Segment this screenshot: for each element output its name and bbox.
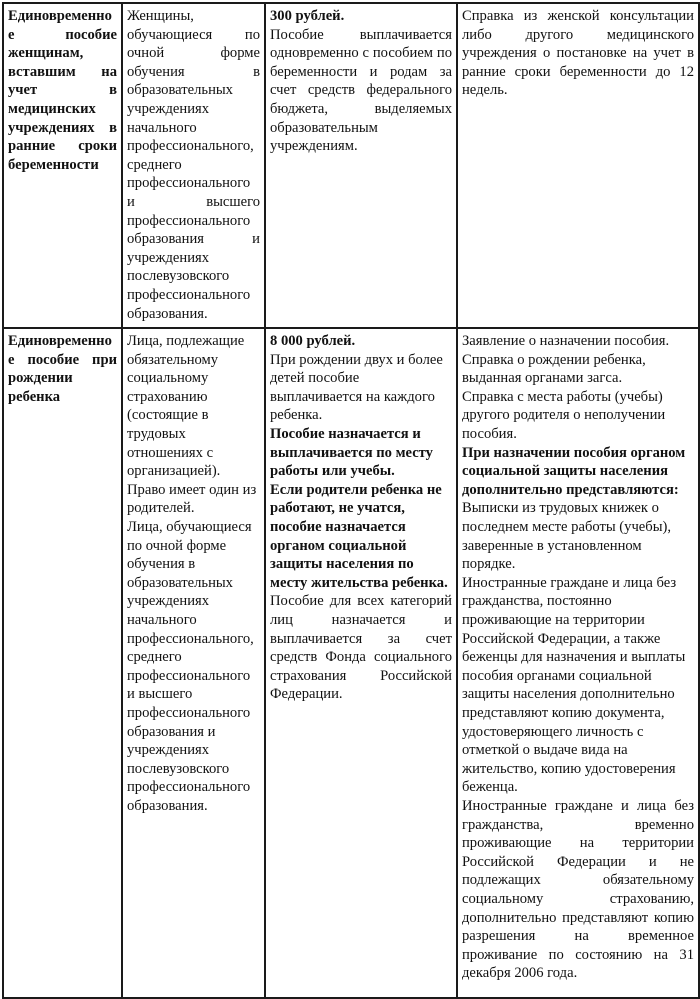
- table-row: [3, 3, 699, 328]
- condition-text-bold: Пособие назначается и выплачивается по месту работы или учебы.: [270, 426, 433, 480]
- document-text: Заявление о назначении пособия.: [462, 333, 670, 350]
- document-text: Справка из женской консультации либо другого медицинского учреждения о постановке на учет в ранние сроки беременности до 12 недель.: [462, 8, 694, 99]
- condition-text: Пособие выплачивается одновременно с пособием по беременности и родам за счет средств федерального бюджета, выделяемых образовательным учреждениям.: [270, 26, 452, 155]
- recipients-text: Лица, обучающиеся по очной форме обучения в образовательных учреждениях начального профессионального, среднего профессионального и высшего профессионального образования и учреждениях послевузовского профессионального образования.: [127, 519, 254, 814]
- document-text: Иностранные граждане и лица без гражданства, временно проживающие на территории Российской Федерации и не подлежащих обязательному социальному страхованию, дополнительно представляют копию разрешения на временное проживание по состоянию на 31 декабря 2006 года.: [462, 797, 694, 982]
- benefit-name-cell: [3, 328, 122, 998]
- document-text: Иностранные граждане и лица без гражданства, постоянно проживающие на территории Российской Федерации, а также беженцы для назначения и выплаты пособия органами социальной защиты населения дополнительно представляют копию документа, удостоверяющего личность с отметкой о выдаче вида на жительство, копию удостоверения беженца.: [462, 574, 686, 796]
- benefit-name: Единовременное пособие женщинам, вставшим на учет в медицинских учреждениях в ранние сроки беременности: [8, 8, 117, 173]
- document-text: Справка о рождении ребенка, выданная органами загса.: [462, 351, 646, 387]
- condition-text: Пособие для всех категорий лиц назначается и выплачивается за счет средств Фонда социального страхования Российской Федерации.: [270, 593, 452, 703]
- benefit-name-cell: [3, 3, 122, 328]
- recipients-text: Право имеет один из родителей.: [127, 481, 257, 517]
- benefit-amount: 300 рублей.: [270, 8, 345, 24]
- recipients-text: Женщины, обучающиеся по очной форме обучения в образовательных учреждениях начального профессионального, среднего профессионального и высшего профессионального образования и учреждениях послевузовского профессионального образования.: [127, 8, 260, 322]
- recipients-cell: [122, 3, 265, 328]
- benefits-table: [2, 2, 700, 999]
- document-text: Выписки из трудовых книжек о последнем месте работы (учебы), заверенные в установленном порядке.: [462, 500, 672, 573]
- condition-text-bold: Если родители ребенка не работают, не учатся, пособие назначается органом социальной защиты населения по месту жительства ребенка.: [270, 481, 448, 591]
- documents-cell: [457, 3, 699, 328]
- document-text-bold: При назначении пособия органом социальной защиты населения дополнительно представляются:: [462, 444, 686, 498]
- recipients-cell: [122, 328, 265, 998]
- amount-conditions-cell: [265, 328, 457, 998]
- benefit-name: Единовременное пособие при рождении ребенка: [8, 333, 117, 405]
- recipients-text: Лица, подлежащие обязательному социальному страхованию (состоящие в трудовых отношениях с организацией).: [127, 333, 245, 480]
- table-row: [3, 328, 699, 998]
- benefit-amount: 8 000 рублей.: [270, 333, 356, 350]
- condition-text: При рождении двух и более детей пособие выплачивается на каждого ребенка.: [270, 351, 443, 424]
- documents-cell: [457, 328, 699, 998]
- amount-conditions-cell: [265, 3, 457, 328]
- document-text: Справка с места работы (учебы) другого родителя о неполучении пособия.: [462, 388, 666, 443]
